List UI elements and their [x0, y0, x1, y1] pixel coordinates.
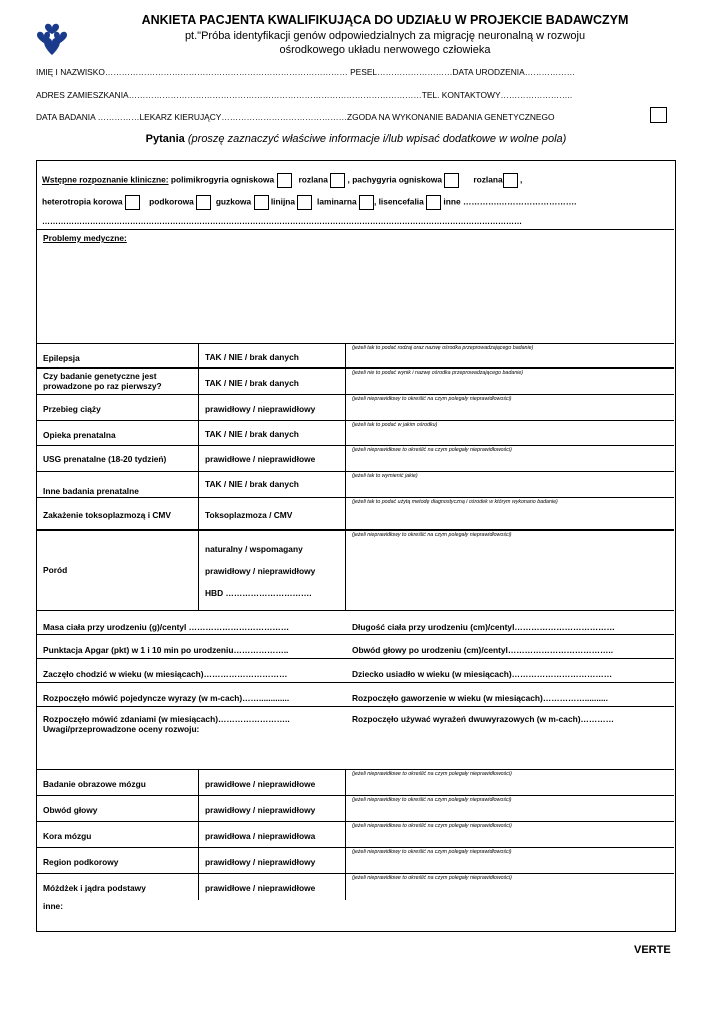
birth-hbd-value[interactable]: HBD …………………………. — [205, 588, 312, 598]
checkbox-guzkowa[interactable] — [254, 195, 269, 210]
row-note[interactable]: (jeżeli nieprawidłowy to określić na czym polegały nieprawidłowości) — [352, 396, 512, 402]
diagnosis-line-1 — [42, 173, 522, 188]
subtitle-line-1: pt."Próba identyfikacji genów odpowiedzialnych za migrację neuronalną w rozwoju — [184, 30, 586, 42]
measure-left[interactable]: Rozpoczęło mówić zdaniami (w miesiącach)…………………….. — [43, 714, 290, 724]
row-label: Zakażenie toksoplazmozą i CMV — [43, 510, 171, 520]
questions-heading — [36, 133, 676, 145]
table-row — [37, 611, 674, 635]
row-note[interactable]: (jeżeli nie to podać wynik i nazwę ośrodka przeprowadzającego badanie) — [352, 370, 524, 376]
birth-note[interactable]: (jeżeli nieprawidłowy to określić na czym polegały nieprawidłowości) — [352, 532, 512, 538]
diag-opt-guzkowa: guzkowa — [215, 196, 252, 207]
row-value[interactable]: prawidłowy / nieprawidłowy — [205, 857, 316, 867]
diag-opt-pachygyria-ogniskowa: pachygyria ogniskowa — [352, 174, 443, 185]
diag-opt-polimikrogyria-rozlana: rozlana — [298, 174, 328, 185]
diagnosis-row — [37, 161, 674, 230]
checkbox-lisencefalia[interactable] — [426, 195, 441, 210]
questions-heading-italic: (proszę zaznaczyć właściwe informacje i/lub wpisać dodatkowe w wolne pola) — [184, 133, 567, 145]
checkbox-heterotopia-korowa[interactable] — [125, 195, 140, 210]
table-row — [37, 796, 674, 822]
table-row — [37, 472, 674, 498]
date-doctor-consent-field[interactable]: DATA BADANIA ……………LEKARZ KIERUJĄCY………………………………………ZGODA NA WYKONANIE BADANIA GENETYCZNEGO — [36, 112, 555, 122]
diag-sep-2: , — [519, 174, 523, 185]
table-row — [37, 635, 674, 659]
row-value[interactable]: TAK / NIE / brak danych — [205, 429, 299, 439]
diag-opt-linijna: linijna — [270, 196, 296, 207]
row-label: Badanie obrazowe mózgu — [43, 779, 146, 789]
measure-right[interactable]: Obwód głowy po urodzeniu (cm)/centyl……………………………….. — [352, 645, 614, 655]
medical-problems-row[interactable] — [37, 230, 674, 344]
row-note[interactable]: (jeżeli nieprawidłowe to określić na czym polegały nieprawidłowości) — [352, 447, 512, 453]
diagnosis-dots[interactable]: ……………………………………………………………………………………………………………………………………………………………… — [42, 217, 522, 226]
questions-heading-bold: Pytania — [145, 133, 185, 145]
row-note[interactable]: (jeżeli tak to podać w jakim ośrodku) — [352, 422, 438, 428]
row-value[interactable]: Toksoplazmoza / CMV — [205, 510, 293, 520]
diag-sep-1: , — [347, 174, 350, 185]
checkbox-linijna[interactable] — [297, 195, 312, 210]
medical-problems-label: Problemy medyczne: — [43, 233, 127, 243]
row-label: Epilepsja — [43, 353, 80, 363]
measure-right[interactable]: Rozpoczęło gaworzenie w wieku (w miesiącach)…………….......... — [352, 693, 608, 703]
row-value[interactable]: TAK / NIE / brak danych — [205, 378, 299, 388]
birth-row — [37, 531, 674, 611]
address-phone-field[interactable]: ADRES ZAMIESZKANIA……………………………………………………………………………………………TEL. KONTAKTOWY…………………….. — [36, 90, 573, 100]
row-value[interactable]: prawidłowe / nieprawidłowe — [205, 883, 316, 893]
table-row — [37, 848, 674, 874]
measure-left[interactable]: Zaczęło chodzić w wieku (w miesiącach)………………………… — [43, 669, 288, 679]
measure-left[interactable]: Rozpoczęło mówić pojedyncze wyrazy (w m-cach)……............. — [43, 693, 290, 703]
hearts-logo-icon — [36, 22, 68, 56]
diagnosis-label: Wstępne rozpoznanie kliniczne: — [42, 174, 169, 185]
diagnosis-line-2 — [42, 195, 576, 210]
questionnaire-table — [36, 160, 676, 932]
measure-left[interactable]: Punktacja Apgar (pkt) w 1 i 10 min po urodzeniu……………….. — [43, 645, 289, 655]
row-label: Inne badania prenatalne — [43, 486, 139, 496]
checkbox-pachygyria-ogniskowa[interactable] — [444, 173, 459, 188]
table-row — [37, 498, 674, 531]
measure-right[interactable]: Długość ciała przy urodzeniu (cm)/centyl……………………………… — [352, 622, 615, 632]
birth-course-value[interactable]: prawidłowy / nieprawidłowy — [205, 566, 316, 576]
subtitle-line-2: ośrodkowego układu nerwowego człowieka — [279, 44, 491, 56]
verte-label: VERTE — [634, 944, 671, 956]
table-row — [37, 446, 674, 472]
diag-opt-pachygyria-rozlana: rozlana — [473, 174, 503, 185]
name-pesel-dob-field[interactable]: IMIĘ I NAZWISKO…………………………………………………………………………… PESEL………………………DATA URODZENIA……………… — [36, 67, 575, 77]
row-note[interactable]: (jeżeli nieprawidłowe to określić na czym polegały nieprawidłowości) — [352, 771, 512, 777]
checkbox-polimikrogyria-rozlana[interactable] — [330, 173, 345, 188]
birth-label: Poród — [43, 565, 68, 575]
diag-opt-heterotopia-korowa: heterotropia korowa — [42, 196, 123, 207]
other-label[interactable]: inne: — [43, 901, 64, 911]
row-note[interactable]: (jeżeli tak to podać użytą metodę diagnostyczną i ośrodek w którym wykonano badanie) — [352, 499, 558, 505]
checkbox-laminarna[interactable] — [359, 195, 374, 210]
birth-type-value[interactable]: naturalny / wspomagany — [205, 544, 303, 554]
table-row — [37, 369, 674, 395]
row-note[interactable]: (jeżeli nieprawidłowy to określić na czym polegały nieprawidłowości) — [352, 849, 512, 855]
row-label: Móżdżek i jądra podstawy — [43, 883, 146, 893]
diag-opt-polimikrogyria-ogniskowa: polimikrogyria ogniskowa — [170, 174, 275, 185]
measure-right[interactable]: Dziecko usiadło w wieku (w miesiącach)……………………………… — [352, 669, 613, 679]
table-row — [37, 874, 674, 900]
row-label: Przebieg ciąży — [43, 404, 101, 414]
row-value[interactable]: prawidłowa / nieprawidłowa — [205, 831, 316, 841]
row-value[interactable]: TAK / NIE / brak danych — [205, 479, 299, 489]
checkbox-polimikrogyria-ogniskowa[interactable] — [277, 173, 292, 188]
diag-opt-podkorowa: podkorowa — [149, 196, 194, 207]
diag-opt-laminarna: laminarna — [317, 196, 357, 207]
row-value[interactable]: TAK / NIE / brak danych — [205, 352, 299, 362]
row-note[interactable]: (jeżeli tak to podać rodzaj oraz nazwę ośrodka przeprowadzającego badanie) — [352, 345, 534, 351]
row-label: Opieka prenatalna — [43, 430, 116, 440]
form-subtitle — [90, 29, 680, 57]
checkbox-podkorowa[interactable] — [196, 195, 211, 210]
row-note[interactable]: (jeżeli tak to wymienić jakie) — [352, 473, 418, 479]
row-label: Region podkorowy — [43, 857, 119, 867]
checkbox-pachygyria-rozlana[interactable] — [503, 173, 518, 188]
table-row — [37, 822, 674, 848]
remarks-row — [37, 707, 674, 770]
row-label: USG prenatalne (18-20 tydzień) — [43, 454, 167, 464]
table-row — [37, 344, 674, 369]
table-row — [37, 659, 674, 683]
measure-left[interactable]: Masa ciała przy urodzeniu (g)/centyl ……………………………… — [43, 622, 290, 632]
diag-opt-inne[interactable]: inne ………….………………………. — [443, 196, 577, 207]
table-row — [37, 770, 674, 796]
row-note[interactable]: (jeżeli nieprawidłowa to określić na czym polegały nieprawidłowości) — [352, 823, 512, 829]
row-value[interactable]: prawidłowy / nieprawidłowy — [205, 404, 316, 414]
row-value[interactable]: prawidłowe / nieprawidłowe — [205, 779, 316, 789]
row-note[interactable]: (jeżeli nieprawidłowy to określić na czym polegały nieprawidłowości) — [352, 797, 512, 803]
remarks-label: Uwagi/przeprowadzone oceny rozwoju: — [43, 724, 200, 734]
row-note[interactable]: (jeżeli nieprawidłowe to określić na czym polegały nieprawidłowości) — [352, 875, 512, 881]
consent-checkbox[interactable] — [650, 107, 667, 123]
measure-right[interactable]: Rozpoczęło używać wyrażeń dwuwyrazowych (w m-cach)………… — [352, 714, 615, 724]
row-label: Obwód głowy — [43, 805, 98, 815]
row-label: Kora mózgu — [43, 831, 92, 841]
row-label: Czy badanie genetyczne jest prowadzone po raz pierwszy? — [43, 371, 162, 391]
form-title: ANKIETA PACJENTA KWALIFIKUJĄCA DO UDZIAŁU W PROJEKCIE BADAWCZYM — [141, 13, 629, 27]
diag-opt-lisencefalia: , lisencefalia — [373, 196, 424, 207]
row-value[interactable]: prawidłowe / nieprawidłowe — [205, 454, 316, 464]
table-row — [37, 421, 674, 446]
row-value[interactable]: prawidłowy / nieprawidłowy — [205, 805, 316, 815]
table-row — [37, 395, 674, 421]
table-row — [37, 683, 674, 707]
